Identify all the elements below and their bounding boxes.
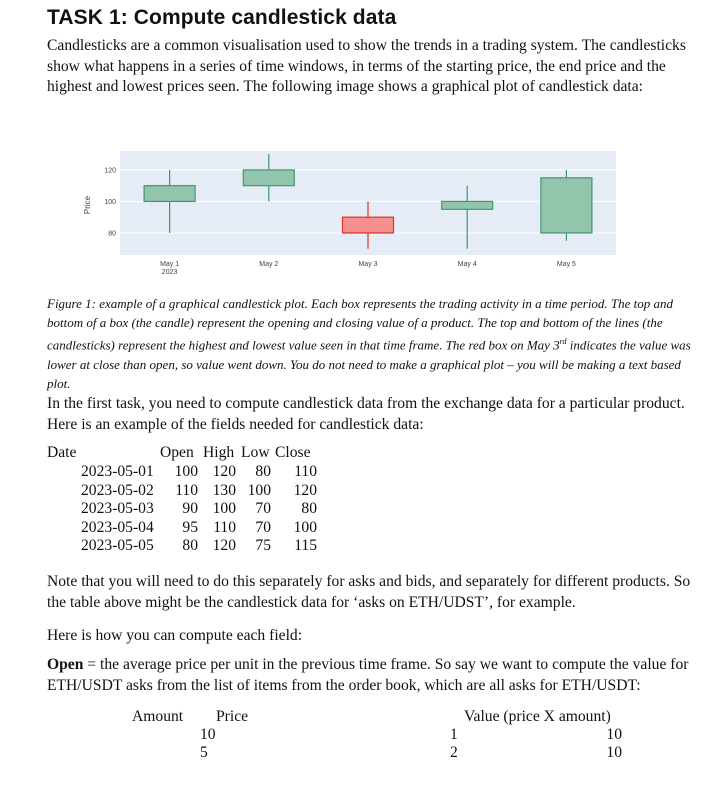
open-paragraph — [47, 655, 697, 696]
how-paragraph: Here is how you can compute each field: — [47, 627, 303, 644]
candle-table-cell: 95 — [182, 518, 198, 536]
candle-table-cell: 80 — [182, 537, 198, 554]
header-price: Price — [216, 708, 249, 725]
caption-text-2: indicates the value was lower at close than open, so value went down. You do not need to make a graphical plot – you will be making a text based plot. — [47, 337, 691, 392]
order-table-cell: 2 — [450, 744, 458, 761]
header-open: Open — [160, 444, 194, 461]
figure-caption — [47, 294, 697, 393]
header-amount: Amount — [132, 708, 184, 725]
y-axis-label: Price — [83, 195, 92, 215]
header-value: Value (price X amount) — [464, 708, 611, 725]
intro-paragraph: Candlesticks are a common visualisation used to show the trends in a trading system. The candlesticks show what happens in a series of time windows, in terms of the starting price, the end price and the highest and lowest prices seen. The following image shows a graphical plot of candlestick data: — [47, 37, 686, 96]
note-paragraph: Note that you will need to do this separately for asks and bids, and separately for different products. So the table above might be the candlestick data for ‘asks on ETH/UDST’, for example. — [47, 573, 691, 611]
header-close: Close — [275, 444, 311, 461]
candle-table-cell: 115 — [294, 537, 317, 554]
candle-table-cell: 120 — [293, 481, 317, 499]
candle-table-cell: 70 — [255, 500, 271, 517]
candle-table-cell: 2023-05-04 — [81, 518, 154, 536]
open-term: Open — [47, 656, 84, 673]
candle-table-cell: 90 — [182, 500, 198, 517]
candle-body — [144, 186, 195, 202]
candle-table-cell: 100 — [212, 500, 236, 517]
candle-body — [243, 170, 294, 186]
caption-text-1: Figure 1: example of a graphical candlestick plot. Each box represents the trading activity in a time period. The top and bottom of a box (the candle) represent the opening and closing value of a product. The top and bottom of the lines (the candlesticks) represent the highest and lowest value seen in that time frame. The red box on May 3 — [47, 296, 674, 353]
candlestick-chart — [78, 148, 638, 284]
order-table-cell: 10 — [606, 726, 622, 743]
candle-table-cell: 2023-05-05 — [81, 537, 154, 554]
candle-table-cell: 110 — [175, 481, 198, 499]
candle-table-cell: 130 — [212, 481, 236, 499]
candle-table-cell: 80 — [301, 500, 317, 517]
candle-body — [343, 217, 394, 233]
xtick-label: May 5 — [556, 261, 576, 268]
candle-table-cell: 110 — [294, 463, 317, 480]
caption-superscript: rd — [559, 337, 567, 347]
xtick-label: May 3 — [358, 261, 378, 268]
task-heading: TASK 1: Compute candlestick data — [47, 6, 397, 29]
xtick-label: May 2 — [259, 261, 279, 268]
task-paragraph: In the first task, you need to compute candlestick data from the exchange data for a particular product. Here is an example of the fields needed for candlestick data: — [47, 395, 685, 433]
candle-table-cell: 70 — [255, 518, 271, 536]
candle-table-cell: 100 — [247, 481, 271, 499]
candle-body — [541, 178, 592, 233]
xtick-label: May 1 — [160, 261, 180, 268]
xtick-label: May 4 — [457, 261, 477, 268]
open-definition: = the average price per unit in the previous time frame. So say we want to compute the value for ETH/USDT asks from the list of items from the order book, which are all asks for ETH/USDT: — [47, 656, 689, 694]
candle-table-cell: 2023-05-01 — [81, 463, 154, 480]
candle-table-cell: 80 — [255, 463, 271, 480]
candle-table-cell: 75 — [255, 537, 271, 554]
xtick-year-label: 2023 — [161, 269, 178, 276]
candle-table-cell: 100 — [174, 463, 198, 480]
candle-table-cell: 2023-05-02 — [81, 481, 154, 499]
ytick-label: 80 — [108, 230, 116, 238]
candle-table-cell: 110 — [213, 518, 236, 536]
order-table-cell: 5 — [200, 744, 208, 761]
candle-table-cell: 120 — [212, 537, 236, 554]
header-low: Low — [241, 444, 270, 461]
candle-table-cell: 100 — [293, 518, 317, 536]
candle-5 — [541, 170, 592, 241]
order-table-cell: 10 — [200, 726, 216, 743]
candle-body — [442, 201, 493, 209]
order-table-cell: 10 — [606, 744, 622, 761]
ytick-label: 120 — [104, 167, 116, 175]
ytick-label: 100 — [104, 198, 116, 206]
header-date: Date — [47, 444, 77, 461]
candle-table-cell: 2023-05-03 — [81, 500, 154, 517]
order-table-cell: 1 — [450, 726, 458, 743]
header-high: High — [203, 444, 235, 461]
candle-table-cell: 120 — [212, 463, 236, 480]
